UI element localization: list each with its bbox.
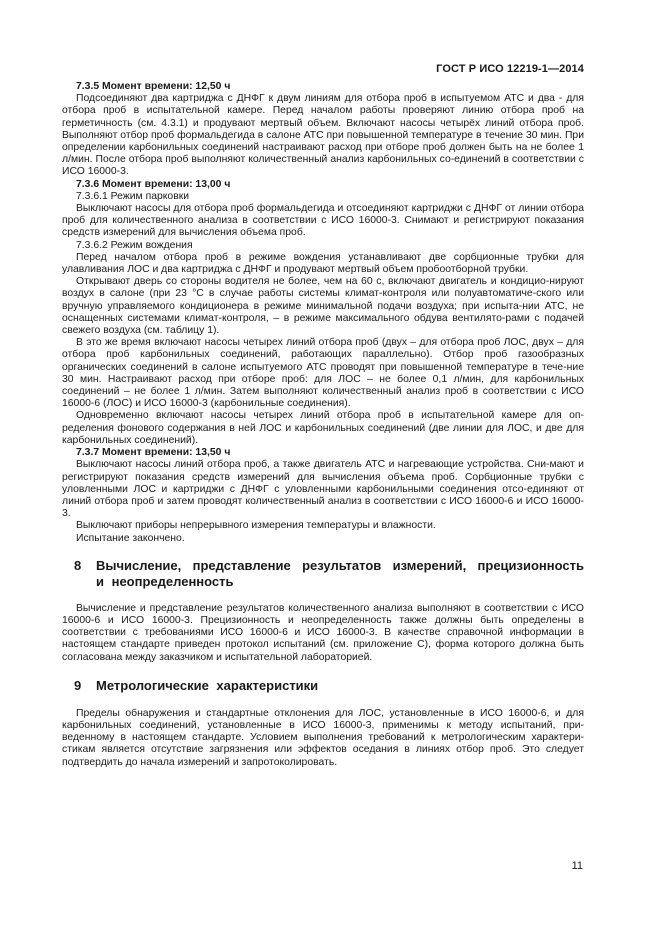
paragraph: В это же время включают насосы четырех линий отбора проб (двух – для отбора проб ЛОС, двух – для отбора проб карбонильных соединений, работающих параллельно). Отбор проб газообразных органических соединений в салоне испытуемого АТС проводят при повышенной температуре в тече-ние 30 мин. Настраивают расход при отборе проб: для ЛОС – не более 0,1 л/мин, для карбонильных соединений – не более 1 л/мин. Затем выполняют количественный анализ проб в соответствии с ИСО 16000-6 (ЛОС) и ИСО 16000-3 (карбонильные соединения). xyxy=(62,337,584,410)
paragraph: Одновременно включают насосы четырех линий отбора проб в испытательной камере для оп-ределения фонового содержания в ней ЛОС и карбонильных соединений (две линии для ЛОС, и две для карбонильных соединений). xyxy=(62,410,584,446)
paragraph: Испытание закончено. xyxy=(76,532,185,544)
section-title: Метрологические характеристики xyxy=(96,677,319,693)
paragraph: Пределы обнаружения и стандартные отклонения для ЛОС, установленные в ИСО 16000-6, и для карбонильных соединений, установленные в ИСО 16000-3, применимы к методу испытаний, при-веденному в настоящем стандарте. Условием выполнения требований к метрологическим характери-стикам является отсутствие загрязнения или эффектов оседания в линиях отбор проб. Это следует подтвердить до начала измерений и запротоколировать. xyxy=(62,707,584,768)
paragraph: Выключают приборы непрерывного измерения температуры и влажности. xyxy=(76,520,436,532)
subsection-heading: 7.3.5 Момент времени: 12,50 ч xyxy=(76,81,231,92)
section-number: 8 xyxy=(74,557,82,573)
paragraph: Подсоединяют два картриджа с ДНФГ к двум линиям для отбора проб в испытуемом АТС и два - для отбора проб в испытательной камере. Перед началом работы проверяют линию отбора проб на герметичность (см. 4.3.1) и продувают мертвый объем. Включают насосы четырёх линий отбора проб. Выполняют отбор проб формальдегида в салоне АТС при повышенной температуре в течение 30 мин. При определении карбонильных соединений настраивают расход при отборе проб должен быть на не более 1 л/мин. После отбора проб выполняют количественный анализ карбонильных со-единений в соответствии с ИСО 16000-3. xyxy=(62,93,584,178)
section-title: Вычисление, представление результатов измерений, прецизионность и неопределенность xyxy=(96,557,584,589)
paragraph: Выключают насосы для отбора проб формальдегида и отсоединяют картриджи с ДНФГ от линии отбора проб для количественного анализа в соответствии с ИСО 16000-3. Снимают и регистрируют показания средств измерений для вычисления объема проб. xyxy=(62,203,584,239)
section-heading xyxy=(62,678,584,694)
paragraph: Открывают дверь со стороны водителя не более, чем на 60 с, включают двигатель и кондицио-нируют воздух в салоне (при 23 °С в случае работы системы климат-контроля или полуавтоматиче-ского или вручную управляемого кондиционера в режиме минимальной подачи воздуха; при испыта-нии АТС, не оснащенных системами климат-контроля, – в режиме максимального обдува вентилято-рами с подачей свежего воздуха (см. таблицу 1). xyxy=(62,276,584,337)
document-body xyxy=(62,81,584,769)
subsubsection-heading: 7.3.6.2 Режим вождения xyxy=(76,239,193,251)
page-header: ГОСТ Р ИСО 12219-1—2014 xyxy=(436,63,584,75)
subsection-heading: 7.3.7 Момент времени: 13,50 ч xyxy=(76,447,231,459)
subsection-heading: 7.3.6 Момент времени: 13,00 ч xyxy=(76,178,231,190)
page-number: 11 xyxy=(571,860,583,872)
subsubsection-heading: 7.3.6.1 Режим парковки xyxy=(76,190,190,202)
paragraph: Перед началом отбора проб в режиме вождения устанавливают две сорбционные трубки для улавливания ЛОС и два картриджа с ДНФГ и продувают мертвый объем пробоотборной трубки. xyxy=(62,251,584,276)
paragraph: Вычисление и представление результатов количественного анализа выполняют в соответствии с ИСО 16000-6 и ИСО 16000-3. Прецизионность и неопределенность также должны быть определены в соответствии с требованиями ИСО 16000-6 и ИСО 16000-3. В качестве справочной информации в настоящем стандарте приведен протокол испытаний (см. приложение С), форма которого должна быть согласована между заказчиком и испытательной лабораторией. xyxy=(62,602,584,663)
section-number: 9 xyxy=(74,677,82,693)
section-heading xyxy=(62,558,584,590)
paragraph: Выключают насосы линий отбора проб, а также двигатель АТС и нагревающие устройства. Сни-мают и регистрируют показания средств измерений для вычисления объема проб. Сорбционные трубки с уловленными ЛОС и картриджи с ДНФГ с уловленными карбонильными соединения отсо-единяют от линий отбора проб и затем проводят количественный анализ в соответствии с ИСО 16000-6 и ИСО 16000-3. xyxy=(62,459,584,520)
